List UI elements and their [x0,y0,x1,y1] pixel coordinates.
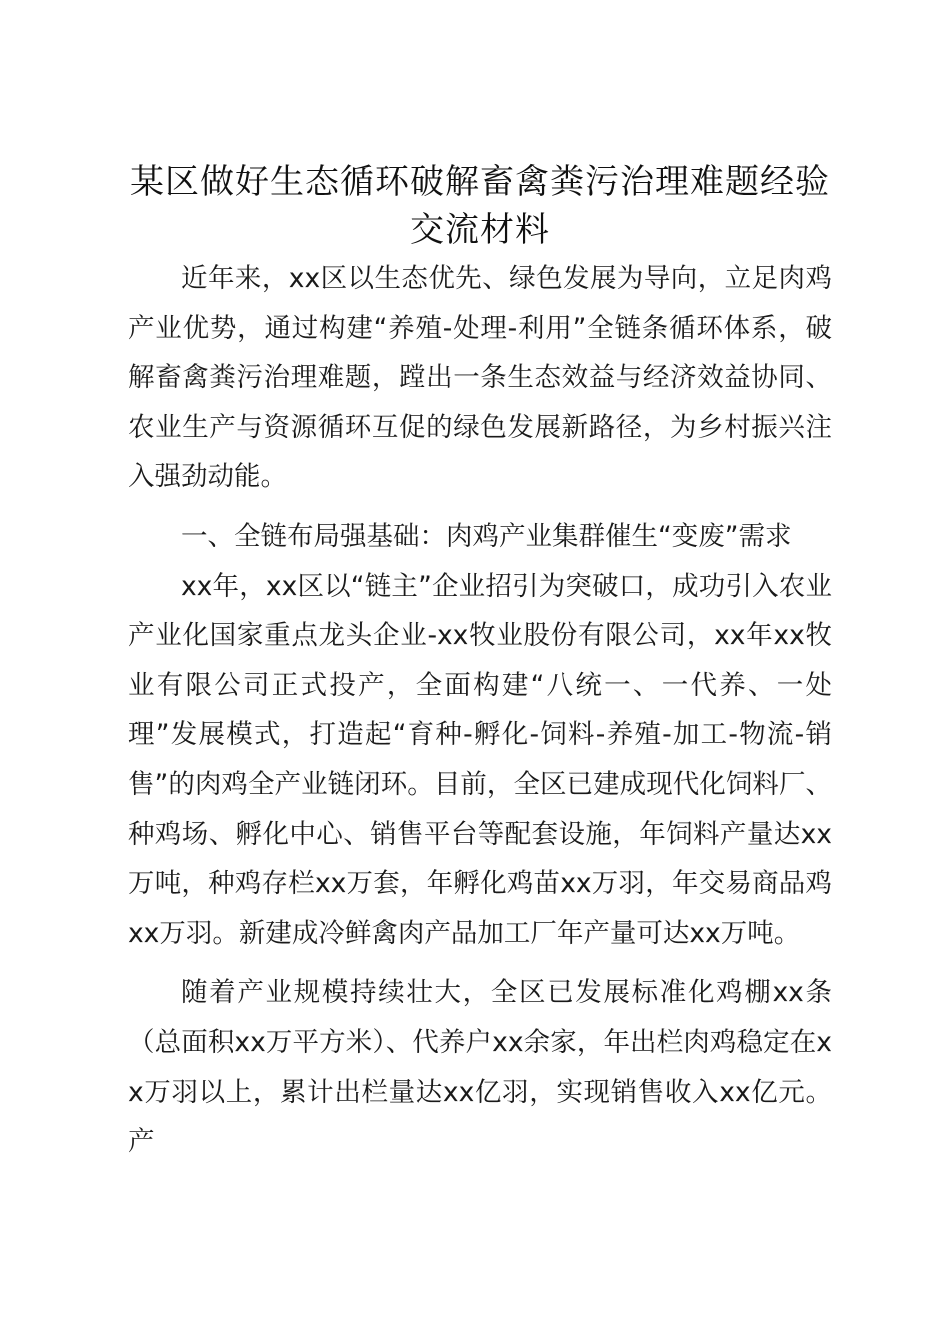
paragraph-industry-chain: xx年，xx区以“链主”企业招引为突破口，成功引入农业产业化国家重点龙头企业-xx牧业股份有限公司，xx年xx牧业有限公司正式投产，全面构建“八统一、一代养、一处理”发展模式，打造起“育种-孵化-饲料-养殖-加工-物流-销售”的肉鸡全产业链闭环。目前，全区已建成现代化饲料厂、种鸡场、孵化中心、销售平台等配套设施，年饲料产量达xx万吨，种鸡存栏xx万套，年孵化鸡苗xx万羽，年交易商品鸡xx万羽。新建成冷鲜禽肉产品加工厂年产量可达xx万吨。 [128,570,832,949]
paragraph-scale: 随着产业规模持续壮大，全区已发展标准化鸡棚xx条（总面积xx万平方米）、代养户xx余家，年出栏肉鸡稳定在xx万羽以上，累计出栏量达xx亿羽，实现销售收入xx亿元。产 [128,977,832,1158]
paragraph-gap [128,502,832,512]
document-page [128,158,832,1167]
section-heading-1: 一、全链布局强基础：肉鸡产业集群催生“变废”需求 [181,520,792,552]
document-title: 某区做好生态循环破解畜禽粪污治理难题经验交流材料 [130,162,830,250]
paragraph-gap [128,958,832,968]
paragraph-intro: 近年来，xx区以生态优先、绿色发展为导向，立足肉鸡产业优势，通过构建“养殖-处理-利用”全链条循环体系，破解畜禽粪污治理难题，蹚出一条生态效益与经济效益协同、农业生产与资源循环互促的绿色发展新路径，为乡村振兴注入强劲动能。 [128,263,832,493]
